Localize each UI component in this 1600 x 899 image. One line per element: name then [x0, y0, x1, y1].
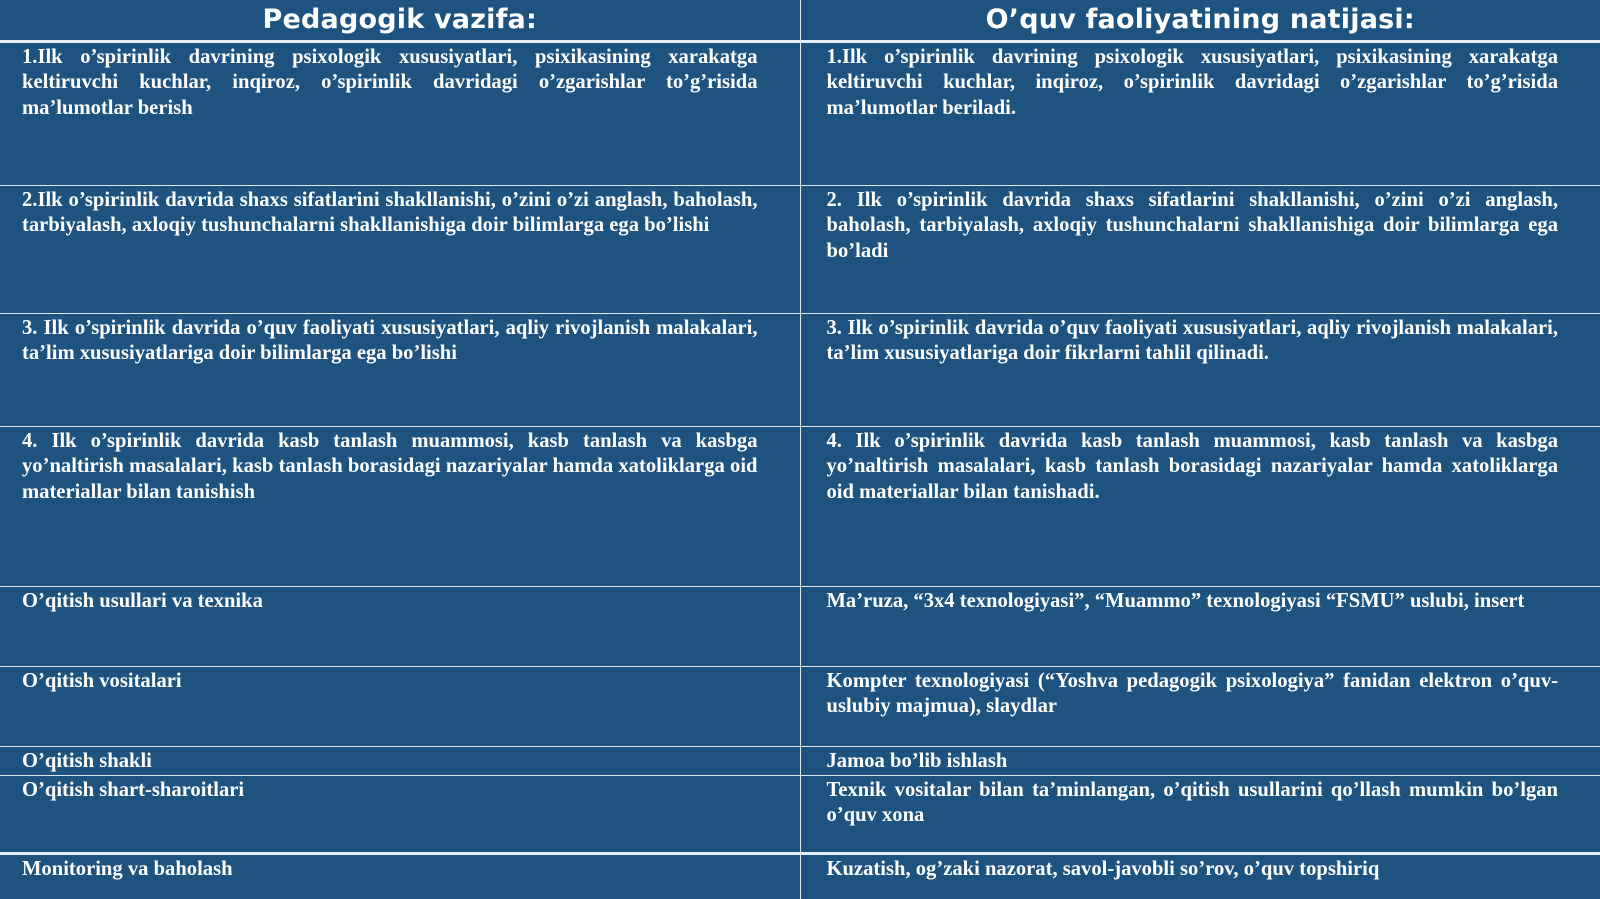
label-cell: Monitoring va baholash [0, 853, 800, 899]
outcome-cell: 3. Ilk o’spirinlik davrida o’quv faoliyati xususiyatlari, aqliy rivojlanish malakalari, ta’lim xususiyatlariga doir fikrlarni tahlil qilinadi. [800, 313, 1600, 426]
table-row [0, 426, 1600, 586]
table-row [0, 853, 1600, 899]
table-row [0, 586, 1600, 666]
label-cell: O’qitish usullari va texnika [0, 586, 800, 666]
table-row [0, 666, 1600, 746]
table-row [0, 746, 1600, 775]
task-cell: 3. Ilk o’spirinlik davrida o’quv faoliyati xususiyatlari, aqliy rivojlanish malakalari, ta’lim xususiyatlariga doir bilimlarga ega bo’lishi [0, 313, 800, 426]
task-cell: 2.Ilk o’spirinlik davrida shaxs sifatlarini shakllanishi, o’zini o’zi anglash, baholash, tarbiyalash, axloqiy tushunchalarni shakllanishiga doir bilimlarga ega bo’lishi [0, 185, 800, 313]
label-cell: O’qitish vositalari [0, 666, 800, 746]
label-cell: O’qitish shart-sharoitlari [0, 775, 800, 853]
value-cell: Kompter texnologiyasi (“Yoshva pedagogik psixologiya” fanidan elektron o’quv-uslubiy majmua), slaydlar [800, 666, 1600, 746]
table-row [0, 185, 1600, 313]
value-cell: Ma’ruza, “3x4 texnologiyasi”, “Muammo” texnologiyasi “FSMU” uslubi, insert [800, 586, 1600, 666]
label-cell: O’qitish shakli [0, 746, 800, 775]
outcome-cell: 4. Ilk o’spirinlik davrida kasb tanlash muammosi, kasb tanlash va kasbga yo’naltirish masalalari, kasb tanlash borasidagi nazariyalar hamda xatoliklarga oid materiallar bilan tanishadi. [800, 426, 1600, 586]
task-cell: 1.Ilk o’spirinlik davrining psixologik xususiyatlari, psixikasining xarakatga keltiruvchi kuchlar, inqiroz, o’spirinlik davridagi o’zgarishlar to’g’risida ma’lumotlar berish [0, 41, 800, 185]
value-cell: Kuzatish, og’zaki nazorat, savol-javobli so’rov, o’quv topshiriq [800, 853, 1600, 899]
value-cell: Texnik vositalar bilan ta’minlangan, o’qitish usullarini qo’llash mumkin bo’lgan o’quv xona [800, 775, 1600, 853]
outcome-cell: 1.Ilk o’spirinlik davrining psixologik xususiyatlari, psixikasining xarakatga keltiruvchi kuchlar, inqiroz, o’spirinlik davridagi o’zgarishlar to’g’risida ma’lumotlar beriladi. [800, 41, 1600, 185]
header-learning-outcome: O’quv faoliyatining natijasi: [800, 0, 1600, 41]
header-pedagogical-task: Pedagogik vazifa: [0, 0, 800, 41]
value-cell: Jamoa bo’lib ishlash [800, 746, 1600, 775]
table-header-row [0, 0, 1600, 41]
table-row [0, 775, 1600, 853]
table-row [0, 41, 1600, 185]
task-cell: 4. Ilk o’spirinlik davrida kasb tanlash muammosi, kasb tanlash va kasbga yo’naltirish masalalari, kasb tanlash borasidagi nazariyalar hamda xatoliklarga oid materiallar bilan tanishish [0, 426, 800, 586]
outcome-cell: 2. Ilk o’spirinlik davrida shaxs sifatlarini shakllanishi, o’zini o’zi anglash, baholash, tarbiyalash, axloqiy tushunchalarni shakllanishiga doir bilimlarga ega bo’ladi [800, 185, 1600, 313]
table-row [0, 313, 1600, 426]
